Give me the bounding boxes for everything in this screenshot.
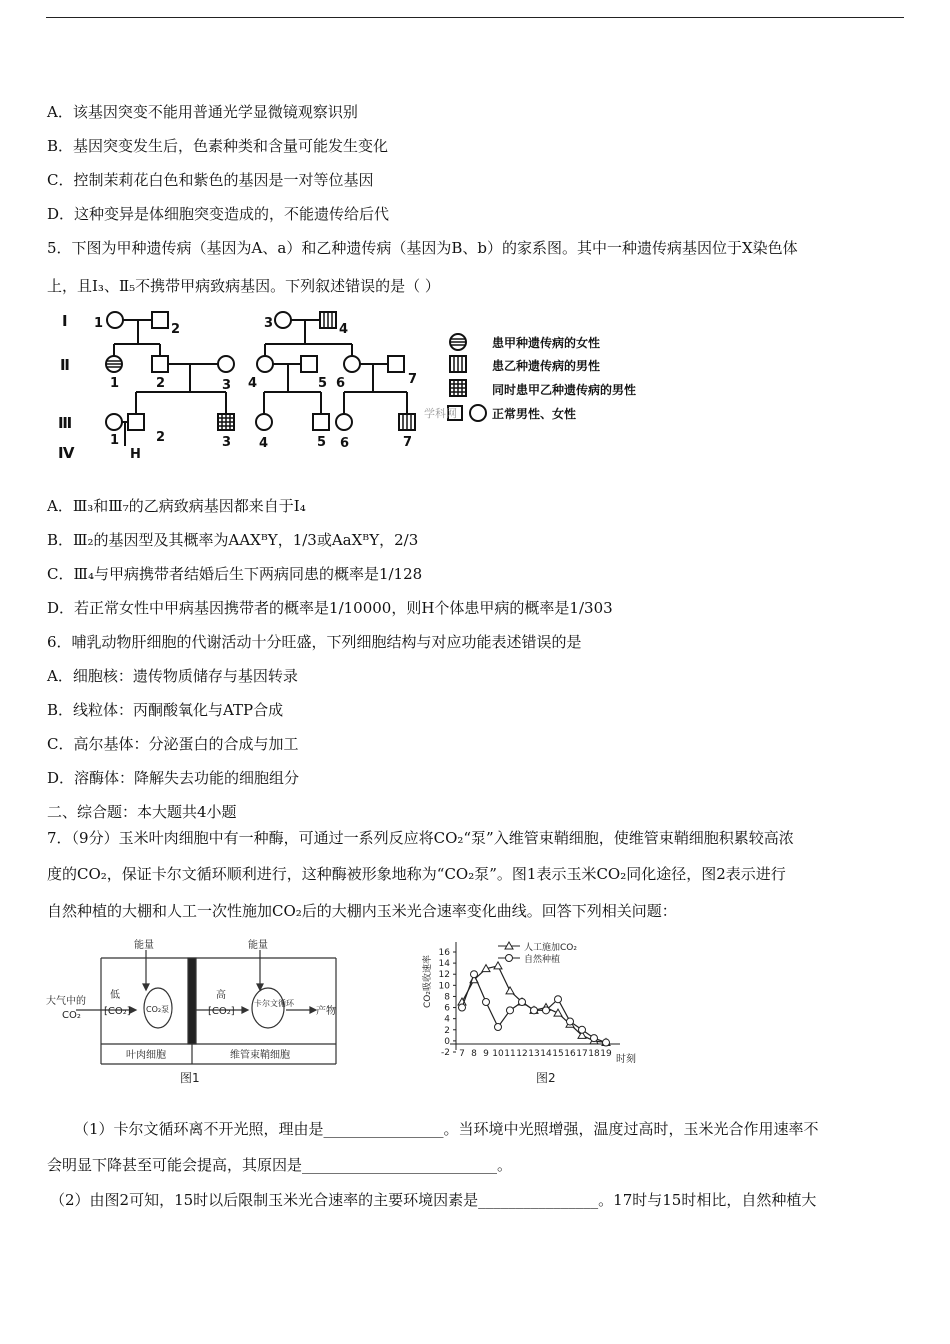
svg-text:CO₂泵: CO₂泵 — [146, 1005, 170, 1014]
legend-series-1: 人工施加CO₂ — [524, 943, 577, 953]
chart-caption: 图2 — [536, 1071, 556, 1085]
data-point-circle — [579, 1026, 586, 1033]
data-point-circle — [567, 1018, 574, 1025]
svg-text:4: 4 — [339, 322, 349, 337]
data-point-circle — [531, 1007, 538, 1014]
svg-text:2: 2 — [156, 376, 166, 391]
chart-xlabel: 时刻 — [616, 1054, 636, 1065]
svg-text:高: 高 — [216, 990, 226, 1001]
svg-text:能量: 能量 — [134, 940, 154, 951]
q5-stem-line1: 5．下图为甲种遗传病（基因为A、a）和乙种遗传病（基因为B、b）的家系图。其中一种遗传病基因位于X染色体 — [47, 239, 798, 257]
q5-option-a: A．Ⅲ₃和Ⅲ₇的乙病致病基因都来自于Ⅰ₄ — [47, 497, 306, 515]
svg-text:能量: 能量 — [248, 940, 268, 951]
data-point-circle — [483, 999, 490, 1006]
x-tick-label: 19 — [600, 1049, 612, 1059]
svg-text:4: 4 — [248, 376, 258, 391]
x-tick-label: 13 — [528, 1049, 540, 1059]
svg-text:2: 2 — [156, 430, 166, 445]
svg-text:3: 3 — [222, 435, 232, 450]
svg-text:1: 1 — [94, 316, 104, 331]
q4-option-b: B．基因突变发生后，色素种类和含量可能发生变化 — [47, 137, 389, 155]
y-tick-label: 2 — [444, 1025, 450, 1036]
x-tick-label: 15 — [552, 1049, 564, 1059]
q6-option-b: B．线粒体：丙酮酸氧化与ATP合成 — [47, 701, 284, 719]
svg-text:[CO₂]: [CO₂] — [208, 1006, 235, 1017]
x-tick-label: 16 — [564, 1049, 576, 1059]
legend-series-2: 自然种植 — [524, 955, 561, 965]
svg-text:7: 7 — [403, 435, 413, 450]
q7-line2: 度的CO₂，保证卡尔文循环顺利进行，这种酶被形象地称为“CO₂泵”。图1表示玉米CO₂同化途径，图2表示进行 — [47, 865, 786, 883]
x-tick-label: 8 — [471, 1049, 477, 1059]
svg-text:卡尔文循环: 卡尔文循环 — [254, 999, 294, 1008]
q7-sub2-line1: （2）由图2可知，15时以后限制玉米光合速率的主要环境因素是________________。17时与15时相比，自然种植大 — [50, 1191, 817, 1209]
q7-line1: 7．（9分）玉米叶肉细胞中有一种酶，可通过一系列反应将CO₂“泵”入维管束鞘细胞，使维管束鞘细胞积累较高浓 — [47, 829, 794, 847]
svg-text:1: 1 — [110, 433, 120, 448]
q5-option-d: D．若正常女性中甲病基因携带者的概率是1/10000，则H个体患甲病的概率是1/303 — [47, 599, 613, 617]
y-tick-label: 8 — [444, 992, 450, 1003]
legend-text: 同时患甲乙种遗传病的男性 — [492, 383, 637, 397]
svg-text:[CO₂]: [CO₂] — [104, 1006, 131, 1017]
svg-text:4: 4 — [259, 436, 269, 451]
q4-option-d: D．这种变异是体细胞突变造成的，不能遗传给后代 — [47, 205, 390, 223]
svg-text:叶肉细胞: 叶肉细胞 — [126, 1050, 166, 1061]
x-tick-label: 9 — [483, 1049, 489, 1059]
data-point-triangle — [506, 987, 514, 994]
gen-label: Ⅲ — [58, 414, 73, 432]
svg-text:低: 低 — [110, 990, 120, 1001]
q7-line3: 自然种植的大棚和人工一次性施加CO₂后的大棚内玉米光合速率变化曲线。回答下列相关问题： — [47, 902, 677, 920]
x-tick-label: 18 — [588, 1049, 600, 1059]
svg-text:3: 3 — [222, 378, 232, 393]
svg-text:维管束鞘细胞: 维管束鞘细胞 — [230, 1050, 290, 1061]
data-point-circle — [555, 996, 562, 1003]
q4-option-c: C．控制茉莉花白色和紫色的基因是一对等位基因 — [47, 171, 374, 189]
svg-text:5: 5 — [317, 435, 327, 450]
q6-option-a: A．细胞核：遗传物质储存与基因转录 — [47, 667, 298, 685]
x-tick-label: 10 — [492, 1049, 504, 1059]
gen-label: Ⅱ — [60, 356, 70, 374]
x-tick-label: 12 — [516, 1049, 528, 1059]
svg-text:5: 5 — [318, 376, 328, 391]
legend-text: 患乙种遗传病的男性 — [492, 359, 601, 373]
svg-text:2: 2 — [171, 322, 181, 337]
figure2-chart — [420, 938, 650, 1088]
svg-text:产物: 产物 — [316, 1006, 336, 1017]
data-point-circle — [519, 999, 526, 1006]
svg-text:大气中的: 大气中的 — [46, 996, 86, 1007]
q5-option-b: B．Ⅲ₂的基因型及其概率为AAXᴮY，1/3或AaXᴮY，2/3 — [47, 531, 419, 549]
svg-text:1: 1 — [110, 376, 120, 391]
y-tick-label: -2 — [441, 1048, 450, 1058]
q6-stem: 6．哺乳动物肝细胞的代谢活动十分旺盛，下列细胞结构与对应功能表述错误的是 — [47, 633, 582, 651]
legend-text: 正常男性、女性 — [492, 407, 577, 421]
section-heading: 二、综合题：本大题共4小题 — [47, 803, 237, 821]
figure1-diagram — [46, 938, 406, 1088]
chart-ylabel: CO₂吸收速率 — [423, 955, 433, 1008]
data-point-circle — [603, 1039, 610, 1046]
q7-sub1-line2: 会明显下降甚至可能会提高，其原因是__________________________。 — [47, 1156, 513, 1174]
svg-text:H: H — [130, 447, 141, 462]
legend-text: 患甲种遗传病的女性 — [492, 336, 601, 350]
q4-option-a: A．该基因突变不能用普通光学显微镜观察识别 — [47, 103, 358, 121]
q7-sub1-line1: （1）卡尔文循环离不开光照，理由是________________。当环境中光照增强，温度过高时，玉米光合作用速率不 — [74, 1120, 819, 1138]
data-point-circle — [471, 971, 478, 978]
gen-label: Ⅳ — [58, 444, 75, 462]
x-tick-label: 14 — [540, 1049, 552, 1059]
data-point-triangle — [554, 1009, 562, 1016]
data-point-circle — [507, 1007, 514, 1014]
data-point-circle — [543, 1007, 550, 1014]
svg-text:7: 7 — [408, 372, 418, 387]
y-tick-label: 6 — [444, 1003, 450, 1014]
data-point-circle — [591, 1035, 598, 1042]
x-tick-label: 7 — [459, 1049, 465, 1059]
q5-option-c: C．Ⅲ₄与甲病携带者结婚后生下两病同患的概率是1/128 — [47, 565, 423, 583]
data-point-circle — [495, 1024, 502, 1031]
pedigree-chart — [50, 304, 710, 468]
gen-label: Ⅰ — [62, 312, 68, 330]
svg-text:CO₂: CO₂ — [62, 1010, 81, 1021]
x-tick-label: 17 — [576, 1049, 588, 1059]
data-point-circle — [459, 1004, 466, 1011]
y-tick-label: 14 — [438, 959, 450, 970]
y-tick-label: 12 — [438, 970, 450, 981]
x-tick-label: 11 — [504, 1049, 516, 1059]
svg-text:图1: 图1 — [180, 1071, 200, 1085]
data-point-triangle — [494, 962, 502, 969]
q6-option-c: C．高尔基体：分泌蛋白的合成与加工 — [47, 735, 299, 753]
q6-option-d: D．溶酶体：降解失去功能的细胞组分 — [47, 769, 300, 787]
svg-text:3: 3 — [264, 316, 274, 331]
y-tick-label: 16 — [438, 948, 450, 958]
q5-stem-line2: 上，且Ⅰ₃、Ⅱ₅不携带甲病致病基因。下列叙述错误的是（ ） — [47, 277, 440, 295]
svg-text:6: 6 — [340, 436, 350, 451]
watermark: 学科网 — [424, 407, 457, 420]
y-tick-label: 0 — [444, 1036, 450, 1047]
header-rule — [46, 17, 904, 18]
svg-text:6: 6 — [336, 376, 346, 391]
y-tick-label: 10 — [438, 981, 450, 992]
y-tick-label: 4 — [444, 1014, 450, 1025]
